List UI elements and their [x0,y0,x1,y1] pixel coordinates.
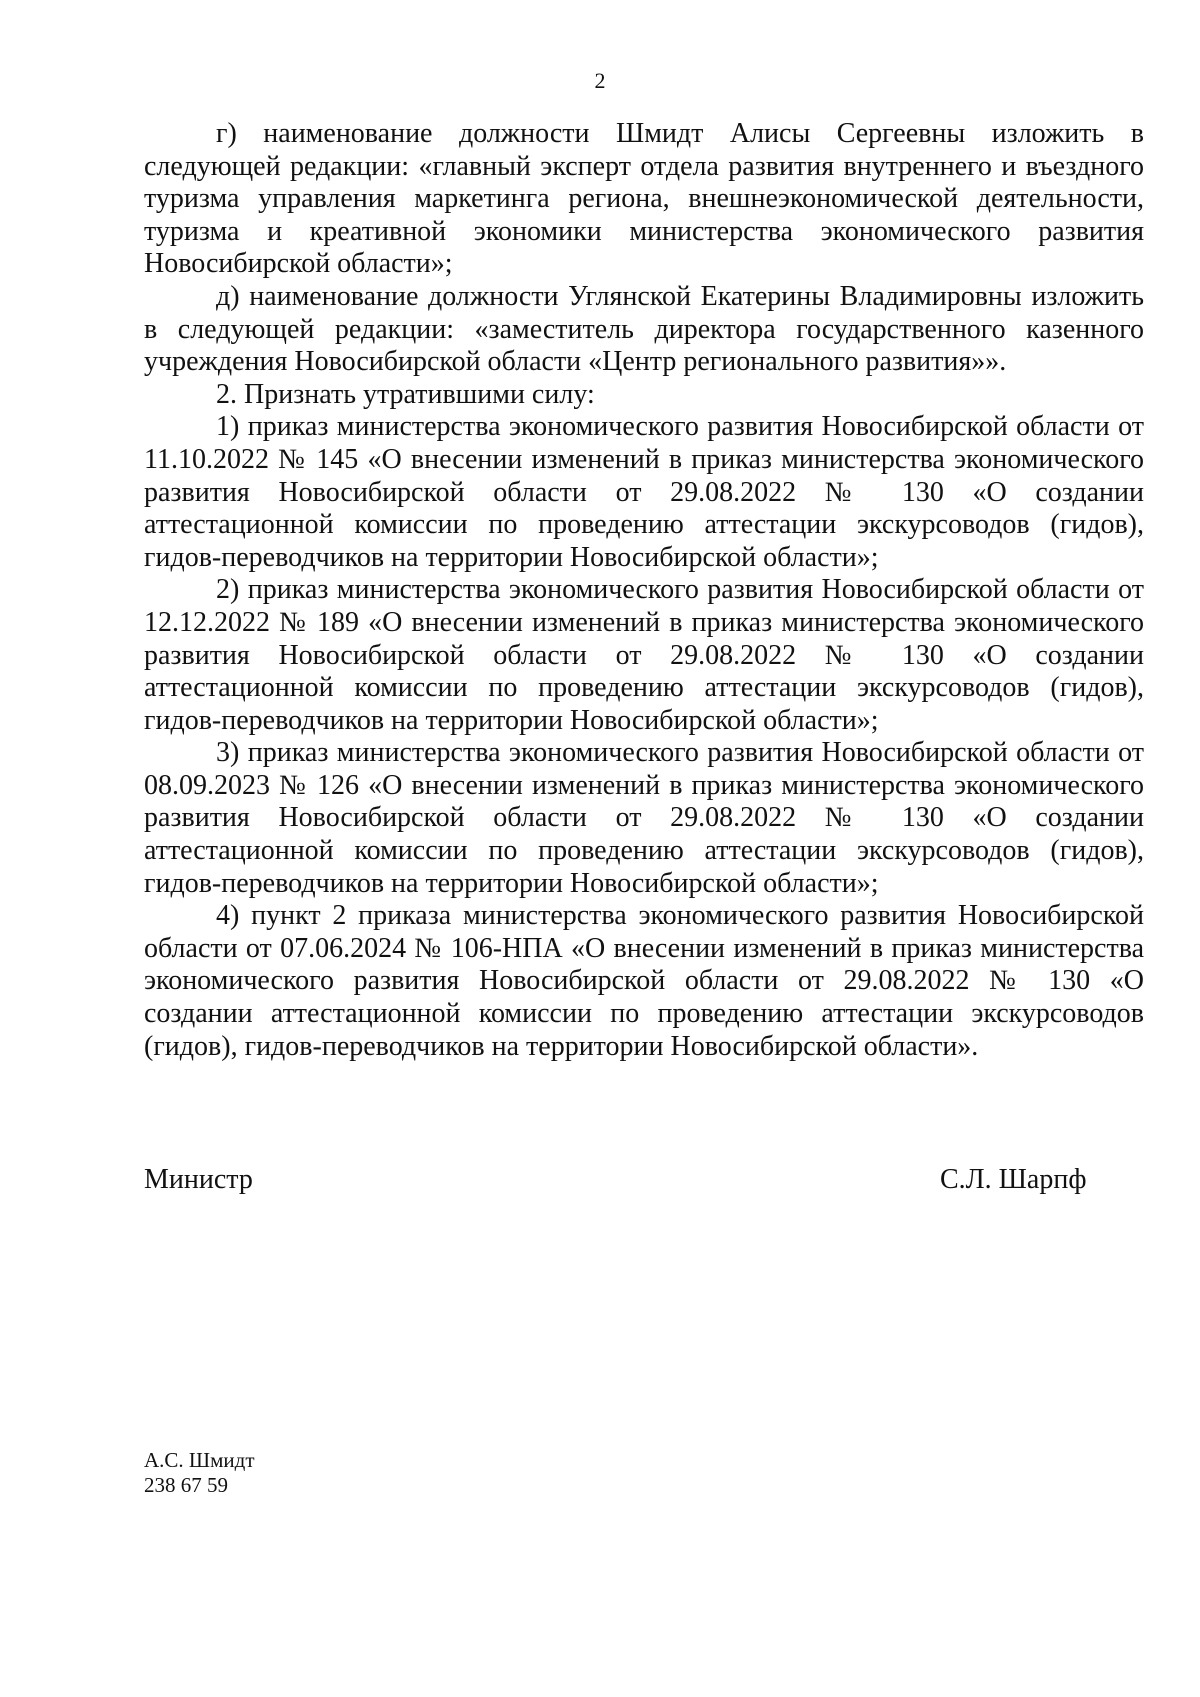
signature-name: С.Л. Шарпф [940,1164,1087,1195]
paragraph-item-1: 1) приказ министерства экономического развития Новосибирской области от 11.10.2022 № 145 «О внесении изменений в приказ министерства экономического развития Новосибирской области от 29.08.2022 № 130 «О создании аттестационной комиссии по проведению аттестации экскурсоводов (гидов), гидов-переводчиков на территории Новосибирской области»; [144,411,1144,573]
paragraph-item-4: 4) пункт 2 приказа министерства экономического развития Новосибирской области от 07.06.2024 № 106-НПА «О внесении изменений в приказ министерства экономического развития Новосибирской области от 29.08.2022 № 130 «О создании аттестационной комиссии по проведению аттестации экскурсоводов (гидов), гидов-переводчиков на территории Новосибирской области». [144,900,1144,1062]
document-body [144,118,1144,1063]
signature-role: Министр [144,1164,253,1195]
executor-phone: 238 67 59 [144,1473,228,1497]
paragraph-item-g: г) наименование должности Шмидт Алисы Сергеевны изложить в следующей редакции: «главный эксперт отдела развития внутреннего и въездного туризма управления маркетинга региона, внешнеэкономической деятельности, туризма и креативной экономики министерства экономического развития Новосибирской области»; [144,118,1144,280]
paragraph-item-d: д) наименование должности Углянской Екатерины Владимировны изложить в следующей редакции: «заместитель директора государственного казенного учреждения Новосибирской области «Центр регионального развития»». [144,280,1144,378]
paragraph-item-3: 3) приказ министерства экономического развития Новосибирской области от 08.09.2023 № 126 «О внесении изменений в приказ министерства экономического развития Новосибирской области от 29.08.2022 № 130 «О создании аттестационной комиссии по проведению аттестации экскурсоводов (гидов), гидов-переводчиков на территории Новосибирской области»; [144,737,1144,899]
executor-name: А.С. Шмидт [144,1448,255,1472]
paragraph-item-2: 2) приказ министерства экономического развития Новосибирской области от 12.12.2022 № 189 «О внесении изменений в приказ министерства экономического развития Новосибирской области от 29.08.2022 № 130 «О создании аттестационной комиссии по проведению аттестации экскурсоводов (гидов), гидов-переводчиков на территории Новосибирской области»; [144,574,1144,736]
page-number: 2 [594,68,606,93]
paragraph-section-2: 2. Признать утратившими силу: [216,378,595,410]
executor-block [144,1448,255,1498]
